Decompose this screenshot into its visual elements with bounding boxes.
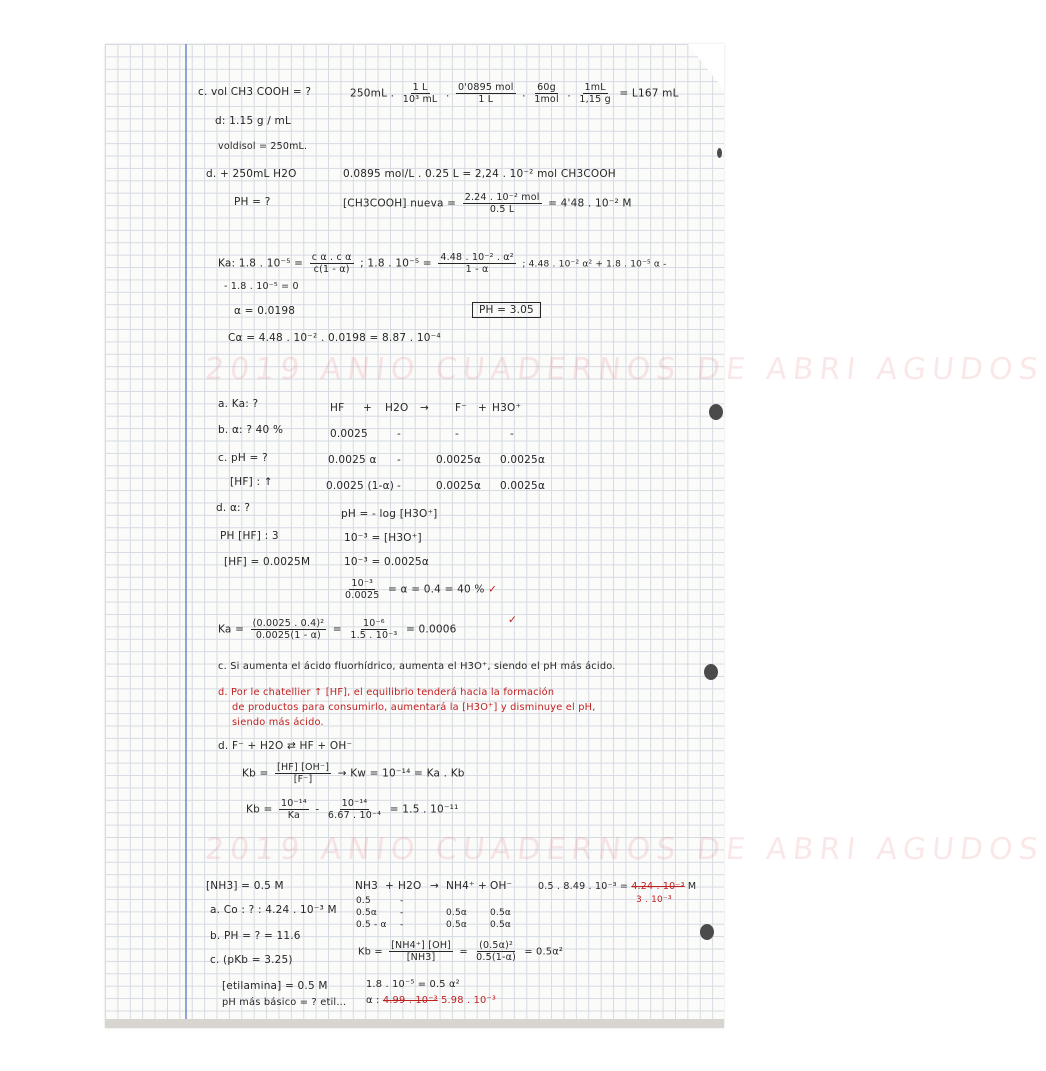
table-cell: - <box>397 454 401 466</box>
s3-calc-expr: 0.5 . 8.49 . 10⁻³ = <box>538 881 629 892</box>
s1-conc-result: = 4'48 . 10⁻² M <box>548 197 632 210</box>
s1-ka-eq3: ; 4.48 . 10⁻² α² + 1.8 . 10⁻⁵ α - <box>522 259 667 270</box>
table-cell: F⁻ <box>455 402 467 414</box>
table-cell: 0.0025α <box>500 480 546 492</box>
table-cell: 0.0025α <box>436 454 482 466</box>
table-cell: 0.0025α <box>436 480 482 492</box>
s2-alpha-calc <box>340 578 497 601</box>
s2-kb2-label: Kb = <box>246 803 273 816</box>
fraction-num: [HF] [OH⁻] <box>277 762 330 773</box>
table-cell: 0.5 - α <box>356 920 387 930</box>
table-cell: - <box>400 896 404 906</box>
fraction <box>251 618 327 641</box>
fraction-den: [F⁻] <box>293 774 313 785</box>
fraction-den: 10³ mL <box>402 94 438 105</box>
table-cell: 0.5 <box>356 896 371 906</box>
punch-hole <box>700 924 714 940</box>
s3-calc-correction: 3 . 10⁻³ <box>636 895 672 905</box>
s3-calc-strike: 4.24 . 10⁻³ <box>631 881 685 892</box>
s1-c-alpha: Cα = 4.48 . 10⁻² . 0.0198 = 8.87 . 10⁻⁴ <box>228 332 441 344</box>
fraction <box>438 252 515 275</box>
s2-ka-label: Ka = <box>218 623 245 636</box>
s2-kb-expression <box>242 762 465 785</box>
fraction-num: 1 L <box>412 82 428 93</box>
s2-q-c2: [HF] : ↑ <box>230 476 273 488</box>
punch-hole <box>709 404 723 420</box>
fraction-den: 1 - α <box>465 264 489 275</box>
s1-new-concentration <box>343 192 632 215</box>
table-cell: - <box>400 920 404 930</box>
s2-q-c: c. pH = ? <box>218 452 268 464</box>
table-cell: + <box>478 402 487 414</box>
table-cell: H2O <box>385 402 409 414</box>
s3-etilamina: [etilamina] = 0.5 M <box>222 980 328 992</box>
s2-ka-result: = 0.0006 <box>405 623 457 636</box>
s2-ph-eq2: 10⁻³ = [H3O⁺] <box>344 532 422 544</box>
s3-kb-value: 1.8 . 10⁻⁵ = 0.5 α² <box>366 979 460 990</box>
table-cell: - <box>400 908 404 918</box>
s2-q-d: d. α: ? <box>216 502 251 514</box>
table-cell: HF <box>330 402 345 414</box>
table-cell: 0.5α <box>490 920 512 930</box>
punch-hole <box>704 664 718 680</box>
s1-d-moles: 0.0895 mol/L . 0.25 L = 2,24 . 10⁻² mol CH3COOH <box>343 168 616 180</box>
s2-kb-relation: → Kw = 10⁻¹⁴ = Ka . Kb <box>337 767 465 780</box>
s2-kb-label: Kb = <box>242 767 269 780</box>
table-cell: 0.5α <box>490 908 512 918</box>
fraction <box>343 578 381 601</box>
check-mark-icon: ✓ <box>488 583 498 596</box>
fraction <box>275 762 331 785</box>
fraction-num: 10⁻¹⁴ <box>341 798 368 809</box>
fraction <box>456 82 516 105</box>
table-cell: - <box>455 428 459 440</box>
fraction-num: 0'0895 mol <box>458 82 514 93</box>
s1-ph-box: PH = 3.05 <box>472 302 541 318</box>
s2-ka-calc: Ka = $\frac{\text{(0.0025 . 0.4)²}}{0.0025(1 - \alpha)}$ = $\frac{\text{10⁻⁶}}{\text{1.5 . 10⁻³}}$ = 0.0006 <box>218 618 457 641</box>
s1-ka-eq2: ; 1.8 . 10⁻⁵ = <box>360 257 432 270</box>
fraction <box>389 940 453 963</box>
s1-ka-label: Ka: 1.8 . 10⁻⁵ <box>218 257 291 270</box>
table-cell: - <box>397 480 401 492</box>
s1-c-expr: 250mL . <box>350 87 395 100</box>
s2-c-answer: c. Si aumenta el ácido fluorhídrico, aumenta el H3O⁺, siendo el pH más ácido. <box>218 661 616 672</box>
fraction-num: 10⁻³ <box>351 578 374 589</box>
bleed-through-text: 2019 ANIO CUADERNOS DE ABRI AGUDOS <box>203 352 1046 387</box>
table-cell: 0.0025 α <box>328 454 377 466</box>
s1-alpha: α = 0.0198 <box>234 305 296 317</box>
table-cell: 0.5α <box>446 908 468 918</box>
table-cell: - <box>510 428 514 440</box>
fraction-num: 60g <box>537 82 556 93</box>
s3-kb-calc: Kb = $\frac{[NH4^+] [OH]}{[NH3]}$ = $\frac{\text{(0.5α)²}}{0.5(1-\alpha)}$ = 0.5α² <box>358 940 564 963</box>
fraction-den: 0.5(1-α) <box>476 952 516 963</box>
s3-kb-label: Kb = <box>358 946 383 958</box>
table-cell: 0.5α <box>446 920 468 930</box>
table-cell: + <box>363 402 372 414</box>
s2-ph-eq: pH = - log [H3O⁺] <box>341 508 438 520</box>
fraction <box>348 618 399 641</box>
fraction-den: 0.0025(1 - α) <box>255 630 321 641</box>
s2-d-answer-line2: de productos para consumirlo, aumentará la [H3O⁺] y disminuye el pH, <box>232 702 596 713</box>
table-cell: 0.0025 (1-α) <box>326 480 395 492</box>
table-cell: 0.0025α <box>500 454 546 466</box>
s2-q-a: a. Ka: ? <box>218 398 259 410</box>
fraction-den: 0.5 L <box>489 204 515 215</box>
margin-line <box>185 44 187 1028</box>
fraction-num: 10⁻¹⁴ <box>281 798 307 809</box>
s2-d-answer-line1: d. Por le chatellier ↑ [HF], el equilibrio tenderá hacia la formación <box>218 687 555 698</box>
fraction <box>401 82 440 105</box>
fraction <box>279 798 309 821</box>
table-cell: → <box>430 880 439 892</box>
table-cell: + <box>385 880 394 892</box>
fraction-num: 2.24 . 10⁻² mol <box>464 192 540 203</box>
s1-c-result: = L167 mL <box>619 87 679 100</box>
s3-ph-basic: pH más básico = ? etil... <box>222 997 347 1008</box>
fraction <box>326 798 383 821</box>
fraction <box>463 192 542 215</box>
s3-alpha-correction: 5.98 . 10⁻³ <box>441 995 496 1006</box>
s3-nh3: [NH3] = 0.5 M <box>206 880 284 892</box>
s2-kb-calc: Kb = $\frac{\text{10⁻¹⁴}}{Ka}$ - $\frac{\text{10⁻¹⁴}}{\text{6.67 . 10⁻⁴}}$ = 1.5 . 10⁻¹¹ <box>246 798 459 821</box>
fraction-den: c(1 - α) <box>313 264 350 275</box>
s1-c-conversion: 250mL . $\frac{1 L}{\text{10³ mL}}$ . $\frac{\text{0'0895 mol}}{1 L}$ . $\frac{60g}{\text{1mol}}$ . $\frac{1mL}{1,15 g}$ = L167 mL <box>350 82 679 105</box>
s2-ph-hf: PH [HF] : 3 <box>220 530 279 542</box>
fraction-num: (0.5α)² <box>479 940 514 951</box>
fraction-den: 1mol <box>534 94 559 105</box>
check-mark-icon: ✓ <box>508 614 517 626</box>
s2-alpha-result: = α = 0.4 = 40 % <box>388 583 485 596</box>
fraction-num: 10⁻⁶ <box>363 618 385 629</box>
table-cell: H2O <box>398 880 422 892</box>
table-cell: H3O⁺ <box>492 402 522 414</box>
fraction-den: 0.0025 <box>345 590 380 601</box>
fraction-den: 6.67 . 10⁻⁴ <box>327 810 382 821</box>
table-cell: + <box>478 880 487 892</box>
punch-hole <box>717 148 722 158</box>
s3-q-c: c. (pKb = 3.25) <box>210 954 293 966</box>
s2-ph-eq3: 10⁻³ = 0.0025α <box>344 556 430 568</box>
s1-ka-cont: - 1.8 . 10⁻⁵ = 0 <box>224 281 299 292</box>
s1-ph-question: PH = ? <box>234 196 271 208</box>
s2-hydrolysis-eq: d. F⁻ + H2O ⇄ HF + OH⁻ <box>218 740 353 752</box>
fraction-num: c α . c α <box>311 252 352 263</box>
s2-d-answer-line3: siendo más ácido. <box>232 717 324 728</box>
fraction-num: 1mL <box>584 82 606 93</box>
table-cell: 0.5α <box>356 908 378 918</box>
s3-q-a: a. Co : ? : 4.24 . 10⁻³ M <box>210 904 337 916</box>
fraction <box>532 82 561 105</box>
fraction-num: [NH4⁺] [OH] <box>391 940 452 951</box>
fraction <box>310 252 354 275</box>
table-cell: OH⁻ <box>490 880 513 892</box>
fraction-num: (0.0025 . 0.4)² <box>252 618 325 629</box>
fraction-den: Ka <box>287 810 301 821</box>
s2-q-b: b. α: ? 40 % <box>218 424 284 436</box>
fraction <box>474 940 518 963</box>
table-cell: 0.0025 <box>330 428 368 440</box>
s3-kb-result: = 0.5α² <box>524 946 564 958</box>
s1-ph-result <box>472 304 541 317</box>
fraction-den: [NH3] <box>406 952 436 963</box>
s1-ka-equation: Ka: 1.8 . 10⁻⁵ = $\frac{\text{c α . c α}}{c(1 - \alpha)}$ ; 1.8 . 10⁻⁵ = $\frac{\text{4.48 . 10⁻² . α²}}{1 - \alpha}$ ; 4.48 . 10⁻² α² + 1.8 . 10⁻⁵ α - <box>218 252 667 275</box>
s2-hf-conc: [HF] = 0.0025M <box>224 556 311 568</box>
s3-q-b: b. PH = ? = 11.6 <box>210 930 301 942</box>
torn-corner <box>688 44 724 90</box>
s3-alpha <box>366 994 496 1007</box>
s1-d-label: d. + 250mL H2O <box>206 168 297 180</box>
fraction-den: 1 L <box>478 94 494 105</box>
page-bottom-edge <box>105 1019 724 1028</box>
bleed-through-text: 2019 ANIO CUADERNOS DE ABRI AGUDOS <box>203 832 1046 867</box>
s3-alpha-label: α : <box>366 995 380 1006</box>
fraction-den: 1.5 . 10⁻³ <box>350 630 398 641</box>
fraction <box>577 82 612 105</box>
s2-kb2-result: = 1.5 . 10⁻¹¹ <box>389 803 459 816</box>
table-cell: → <box>420 402 429 414</box>
s1-density: d: 1.15 g / mL <box>215 115 292 127</box>
table-cell: - <box>397 428 401 440</box>
table-cell: NH4⁺ <box>446 880 475 892</box>
s3-calc <box>538 880 696 893</box>
table-cell: NH3 <box>355 880 379 892</box>
s1-conc-label: [CH3COOH] nueva = <box>343 197 457 210</box>
s3-alpha-strike: 4.99 . 10⁻³ <box>382 995 438 1006</box>
s1-vol-disol: voldisol = 250mL. <box>218 141 308 152</box>
fraction-num: 4.48 . 10⁻² . α² <box>440 252 514 263</box>
s1-c-label: c. vol CH3 COOH = ? <box>198 86 312 98</box>
s3-calc-unit: M <box>687 881 697 892</box>
fraction-den: 1,15 g <box>579 94 611 105</box>
